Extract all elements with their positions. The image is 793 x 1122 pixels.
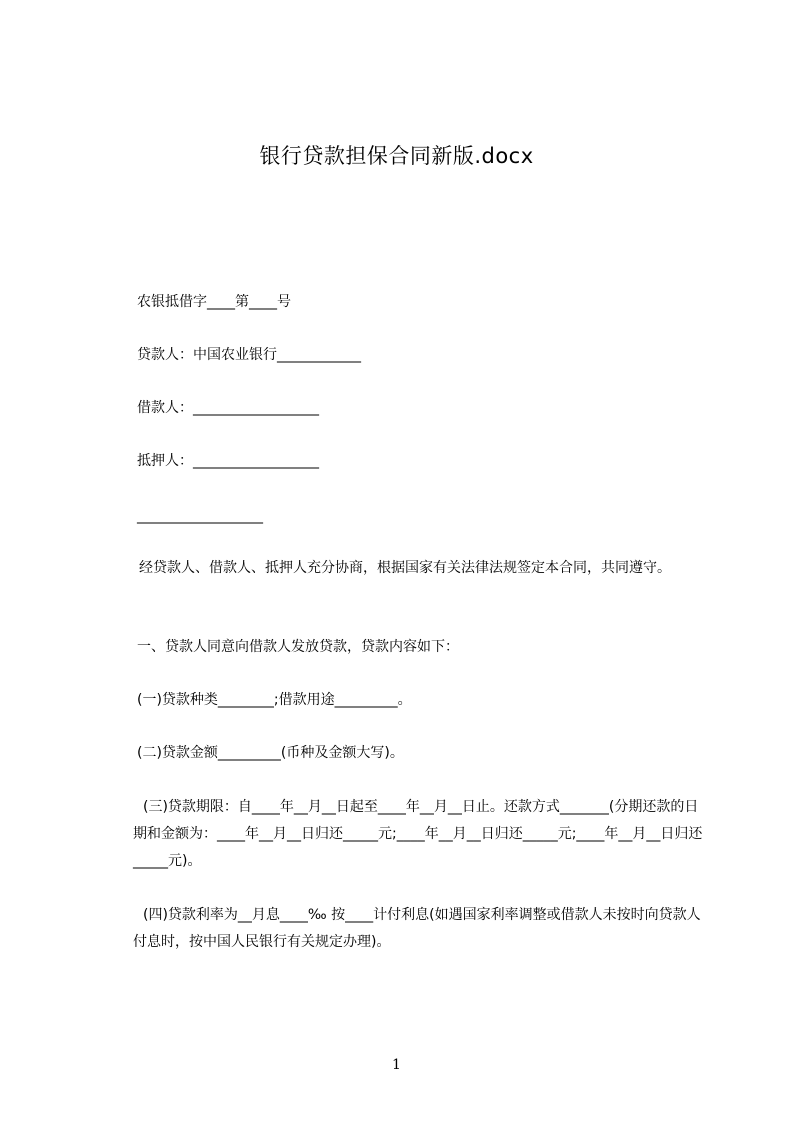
document-title: 银行贷款担保合同新版.docx [259,144,534,168]
loan-amount-item: (二)贷款金额_________(币种及金额大写)。 [137,745,404,761]
borrower-line: 借款人：__________________ [137,400,319,416]
lender-line: 贷款人：中国农业银行____________ [137,347,361,363]
page-number: 1 [392,1057,401,1073]
mortgagor-line: 抵押人：__________________ [137,453,319,469]
contract-number: 农银抵借字____第____号 [137,294,291,310]
loan-term-item: (三)贷款期限：自____年__月__日起至____年__月__日止。还款方式_______(分期还款的日期和金额为：____年__月__日归还_____元;____年__月__日归还_____元;____年__月__日归还_____元)。 [133,799,703,869]
blank-signature-line: __________________ [137,508,263,524]
loan-type-item: (一)贷款种类________;借款用途_________。 [137,692,412,708]
section-1-heading: 一、贷款人同意向借款人发放贷款，贷款内容如下： [137,639,459,655]
interest-rate-item: (四)贷款利率为__月息____‰ 按____计付利息(如遇国家利率调整或借款人未按时向贷款人付息时，按中国人民银行有关规定办理)。 [133,907,701,950]
preamble-paragraph: 经贷款人、借款人、抵押人充分协商，根据国家有关法律法规签定本合同，共同遵守。 [139,560,671,576]
